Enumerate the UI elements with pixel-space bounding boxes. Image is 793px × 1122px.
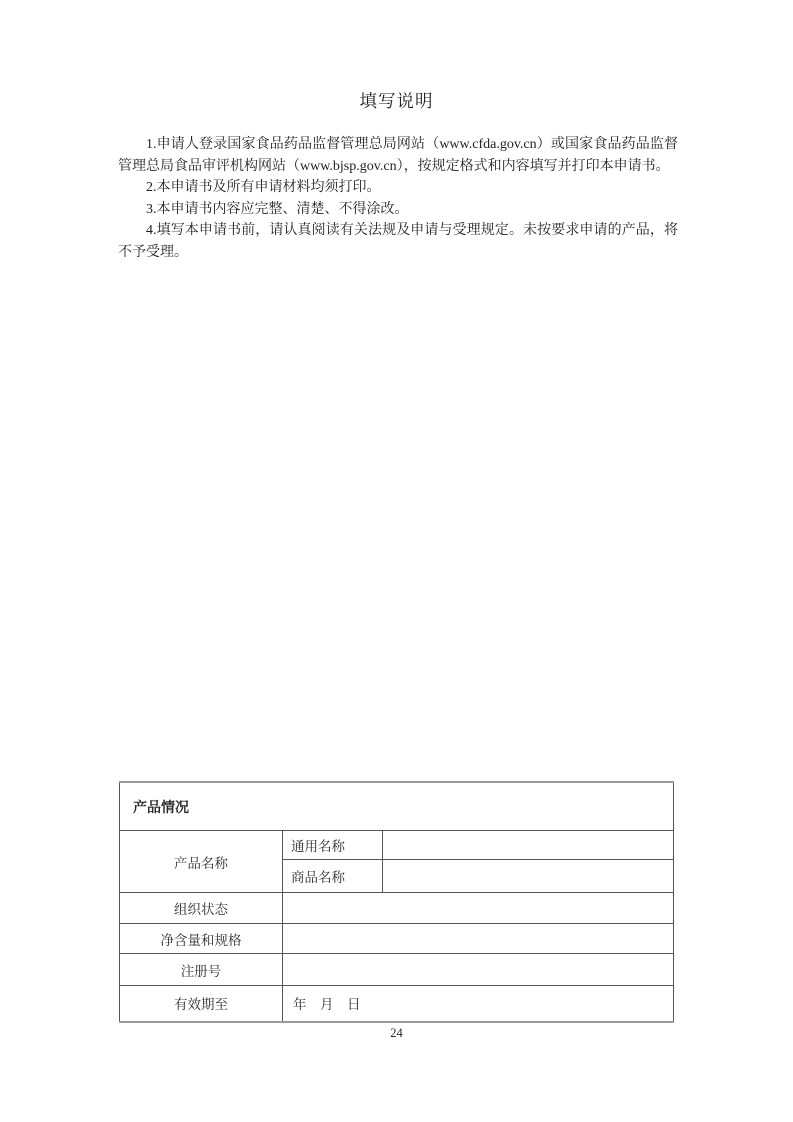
- table-row-organization-state: [120, 893, 674, 924]
- page-title: 填写说明: [359, 91, 434, 111]
- generic-name-label: 通用名称: [283, 831, 383, 860]
- trade-name-value-cell: [383, 860, 674, 893]
- product-info-header: 产品情况: [120, 782, 674, 831]
- valid-until-value-cell: 年 月 日: [283, 986, 674, 1022]
- table-row-net-content: [120, 924, 674, 954]
- page-number: 24: [390, 1026, 403, 1040]
- net-content-label: 净含量和规格: [120, 924, 283, 954]
- instructions-block: [118, 134, 678, 263]
- organization-state-label: 组织状态: [120, 893, 283, 924]
- trade-name-label: 商品名称: [283, 860, 383, 893]
- instruction-item-4: 4.填写本申请书前，请认真阅读有关法规及申请与受理规定。未按要求申请的产品，将不予受理。: [118, 223, 678, 260]
- table-row-generic-name: [120, 831, 674, 860]
- instruction-item-3: 3.本申请书内容应完整、清楚、不得涂改。: [146, 201, 409, 217]
- instruction-item-1: 1.申请人登录国家食品药品监督管理总局网站（www.cfda.gov.cn）或国家食品药品监督管理总局食品审评机构网站（www.bjsp.gov.cn），按规定格式和内容填写并打印本申请书。: [118, 137, 678, 174]
- valid-until-label: 有效期至: [120, 986, 283, 1022]
- product-info-table: [119, 781, 674, 1023]
- generic-name-value-cell: [383, 831, 674, 860]
- net-content-value-cell: [283, 924, 674, 954]
- table-row-registration-number: [120, 954, 674, 986]
- product-name-label: 产品名称: [120, 831, 283, 893]
- instruction-item-2: 2.本申请书及所有申请材料均须打印。: [146, 180, 381, 195]
- organization-state-value-cell: [283, 893, 674, 924]
- table-row-header: [120, 782, 674, 831]
- registration-number-value-cell: [283, 954, 674, 986]
- table-row-valid-until: [120, 986, 674, 1022]
- registration-number-label: 注册号: [120, 954, 283, 986]
